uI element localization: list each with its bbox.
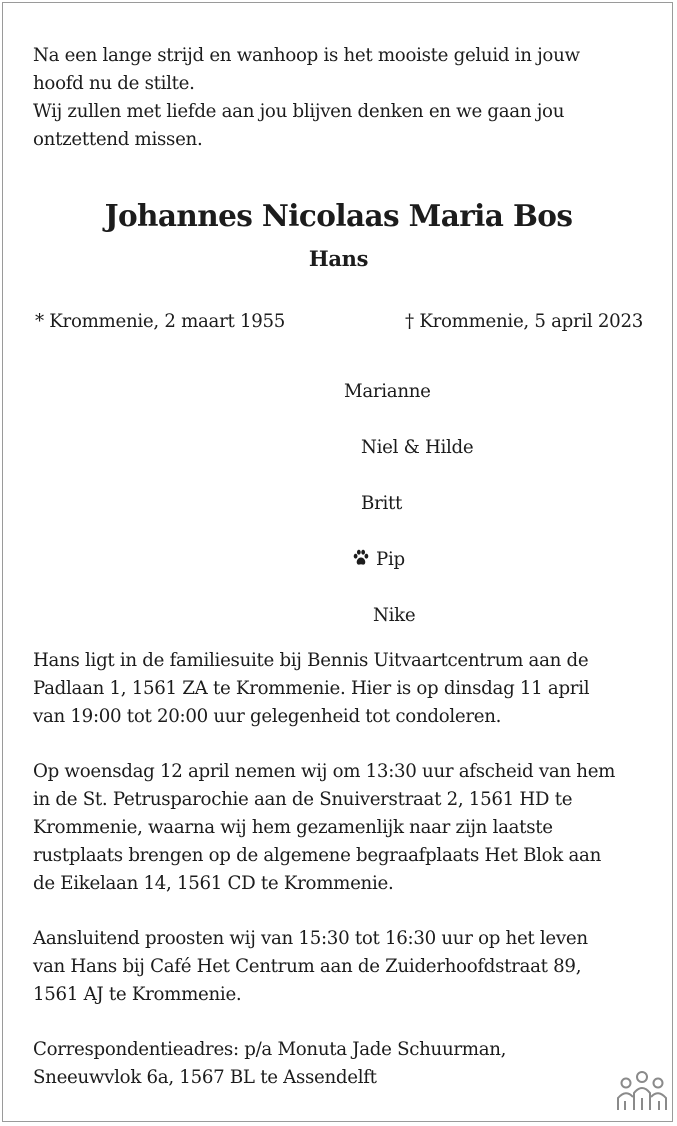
- people-group-logo: [614, 1070, 670, 1112]
- correspondence-address: [33, 1036, 506, 1092]
- paragraph-line: Krommenie, waarna wij hem gezamenlijk naar zijn laatste: [33, 817, 553, 838]
- poem-line: Na een lange strijd en wanhoop is het mooiste geluid in jouw: [33, 45, 580, 66]
- paragraph-line: Hans ligt in de familiesuite bij Bennis Uitvaartcentrum aan de: [33, 650, 589, 671]
- paragraph-line: Op woensdag 12 april nemen wij om 13:30 uur afscheid van hem: [33, 761, 616, 782]
- birth-info: * Krommenie, 2 maart 1955: [35, 311, 286, 332]
- paragraph-line: rustplaats brengen op de algemene begraafplaats Het Blok aan: [33, 845, 602, 866]
- paragraph-line: 1561 AJ te Krommenie.: [33, 984, 242, 1005]
- pet-name: Pip: [376, 549, 405, 570]
- opening-poem: [33, 42, 653, 154]
- family-member-pet: [352, 546, 405, 574]
- poem-line: Wij zullen met liefde aan jou blijven denken en we gaan jou: [33, 101, 565, 122]
- deceased-full-name: Johannes Nicolaas Maria Bos: [104, 198, 573, 233]
- poem-line: ontzettend missen.: [33, 129, 203, 150]
- death-info: † Krommenie, 5 april 2023: [405, 311, 643, 332]
- paragraph-line: Correspondentieadres: p/a Monuta Jade Schuurman,: [33, 1039, 507, 1060]
- paragraph-line: Sneeuwvlok 6a, 1567 BL te Assendelft: [33, 1067, 377, 1088]
- paragraph-line: in de St. Petrusparochie aan de Snuiverstraat 2, 1561 HD te: [33, 789, 573, 810]
- family-member: Niel & Hilde: [361, 437, 474, 458]
- ceremony-paragraph: [33, 758, 615, 898]
- paragraph-line: van Hans bij Café Het Centrum aan de Zuiderhoofdstraat 89,: [33, 956, 582, 977]
- poem-line: hoofd nu de stilte.: [33, 73, 195, 94]
- paw-icon: [352, 549, 370, 567]
- paragraph-line: Padlaan 1, 1561 ZA te Krommenie. Hier is op dinsdag 11 april: [33, 678, 590, 699]
- family-member: Britt: [361, 493, 402, 514]
- deceased-nickname: Hans: [308, 246, 369, 271]
- family-member: Nike: [373, 605, 416, 626]
- viewing-paragraph: [33, 647, 589, 731]
- paragraph-line: de Eikelaan 14, 1561 CD te Krommenie.: [33, 873, 394, 894]
- family-member: Marianne: [344, 381, 431, 402]
- paragraph-line: van 19:00 tot 20:00 uur gelegenheid tot condoleren.: [33, 706, 502, 727]
- reception-paragraph: [33, 925, 588, 1009]
- paragraph-line: Aansluitend proosten wij van 15:30 tot 16:30 uur op het leven: [33, 928, 588, 949]
